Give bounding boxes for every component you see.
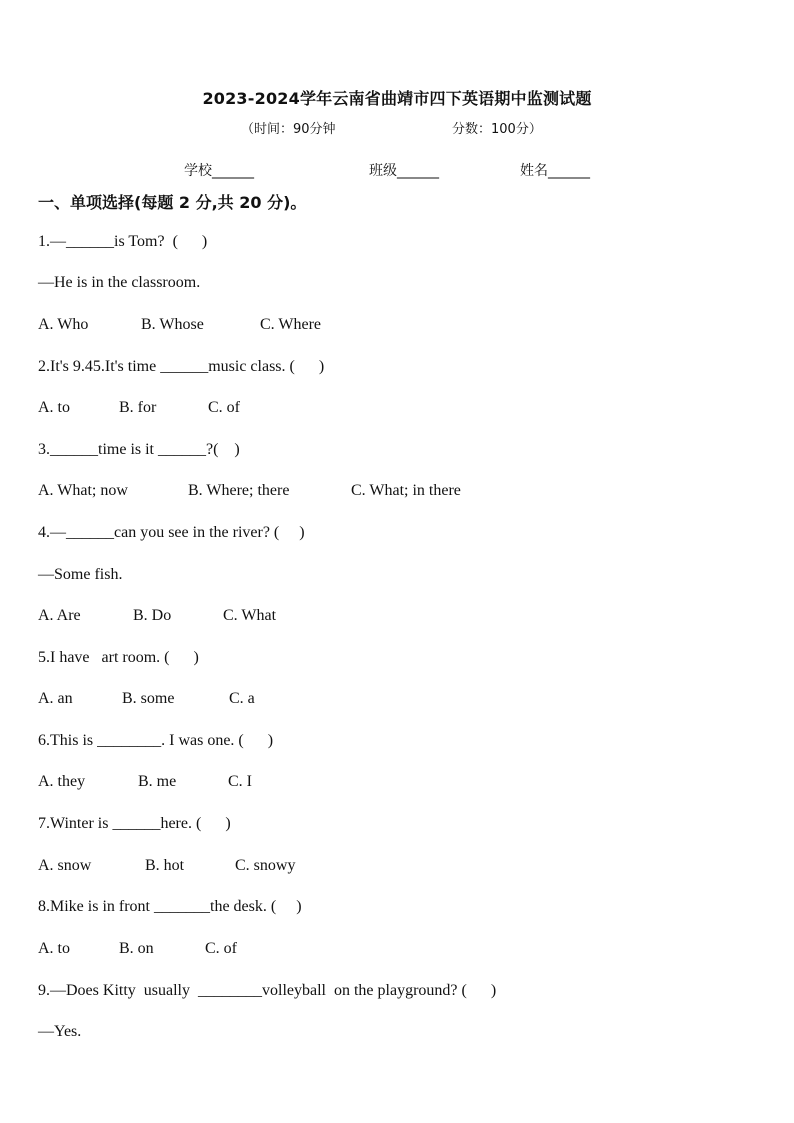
- question-7-option-b: B. hot: [145, 857, 185, 874]
- question-7-option-a: A. snow: [38, 857, 92, 874]
- question-4-answer: —Some fish.: [38, 566, 123, 583]
- question-1-option-c: C. Where: [260, 316, 322, 333]
- question-6-stem: 6.This is ________. I was one. ( ): [38, 732, 274, 749]
- question-8-option-b: B. on: [119, 940, 154, 957]
- school-field: 学校______: [184, 163, 254, 179]
- question-3-option-c: C. What; in there: [351, 482, 461, 499]
- question-8-option-c: C. of: [205, 940, 237, 957]
- question-2-option-c: C. of: [208, 399, 240, 416]
- question-2-option-b: B. for: [119, 399, 157, 416]
- question-5-option-a: A. an: [38, 690, 73, 707]
- question-4-stem: 4.—______can you see in the river? ( ): [38, 524, 305, 541]
- class-field: 班级______: [369, 163, 439, 179]
- question-9-answer: —Yes.: [38, 1023, 82, 1040]
- question-5-option-b: B. some: [122, 690, 175, 707]
- question-6-option-b: B. me: [138, 773, 177, 790]
- question-2-option-a: A. to: [38, 399, 70, 416]
- question-2-stem: 2.It's 9.45.It's time ______music class. ( ): [38, 358, 325, 375]
- question-1-stem: 1.—______is Tom? ( ): [38, 233, 208, 250]
- question-5-stem: 5.I have art room. ( ): [38, 649, 199, 666]
- page-title: 2023-2024学年云南省曲靖市四下英语期中监测试题: [202, 89, 592, 108]
- question-9-stem: 9.—Does Kitty usually ________volleyball on the playground? ( ): [38, 982, 497, 999]
- exam-score: 分数：100分）: [452, 122, 542, 137]
- question-4-option-a: A. Are: [38, 607, 81, 624]
- question-3-stem: 3.______time is it ______?( ): [38, 441, 240, 458]
- question-6-option-c: C. I: [228, 773, 252, 790]
- section-title: 一、单项选择(每题 2 分,共 20 分)。: [38, 193, 307, 212]
- question-4-option-b: B. Do: [133, 607, 172, 624]
- exam-time: （时间：90分钟: [241, 122, 336, 137]
- question-7-option-c: C. snowy: [235, 857, 296, 874]
- question-8-option-a: A. to: [38, 940, 70, 957]
- question-4-option-c: C. What: [223, 607, 277, 624]
- question-1-option-b: B. Whose: [141, 316, 204, 333]
- question-6-option-a: A. they: [38, 773, 86, 790]
- question-1-answer: —He is in the classroom.: [38, 274, 201, 291]
- question-7-stem: 7.Winter is ______here. ( ): [38, 815, 231, 832]
- question-3-option-b: B. Where; there: [188, 482, 290, 499]
- question-5-option-c: C. a: [229, 690, 255, 707]
- name-field: 姓名______: [520, 163, 590, 179]
- question-1-option-a: A. Who: [38, 316, 89, 333]
- question-3-option-a: A. What; now: [38, 482, 128, 499]
- question-8-stem: 8.Mike is in front _______the desk. ( ): [38, 898, 302, 915]
